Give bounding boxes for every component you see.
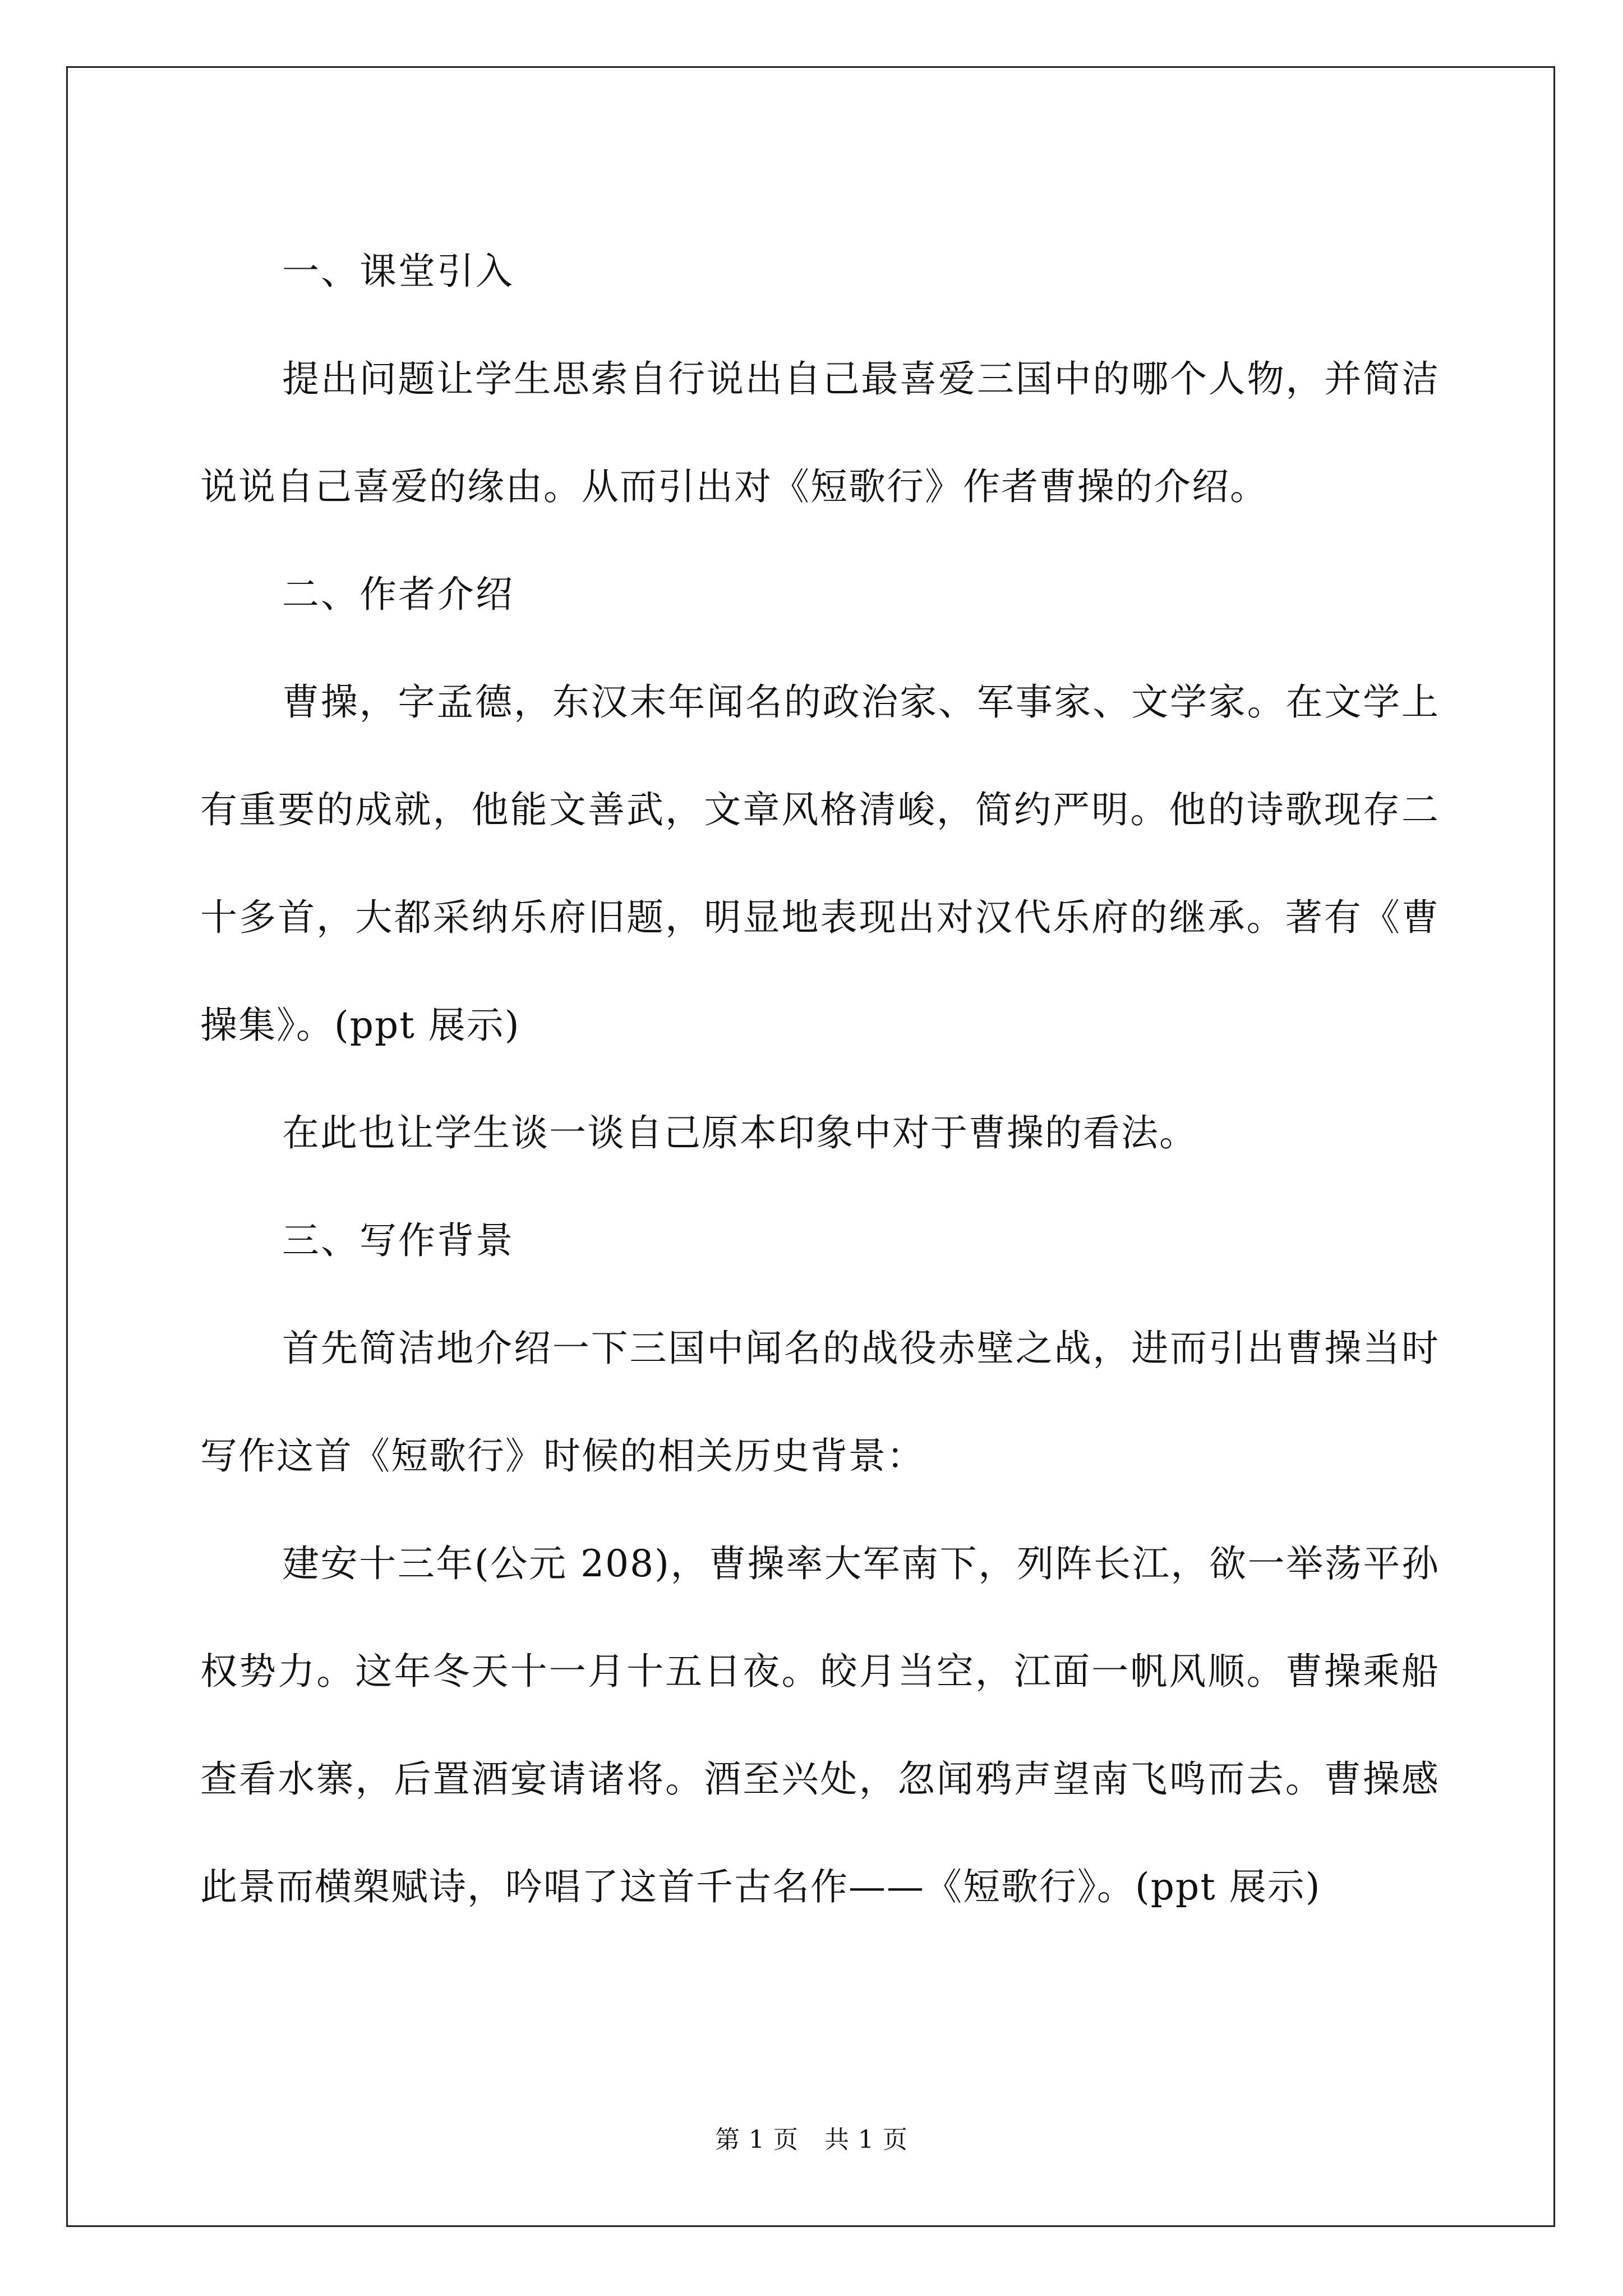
page-total: 共 1 页 bbox=[824, 2125, 908, 2154]
section-heading-background: 三、写作背景 bbox=[282, 1219, 514, 1262]
paragraph-battle-intro: 首先简洁地介绍一下三国中闻名的战役赤壁之战，进而引出曹操当时写作这首《短歌行》时候的相关历史背景： bbox=[200, 1327, 1440, 1478]
paragraph-student-discussion: 在此也让学生谈一谈自己原本印象中对于曹操的看法。 bbox=[282, 1111, 1197, 1154]
paragraph-historical-background: 建安十三年(公元 208)，曹操率大军南下，列阵长江，欲一举荡平孙权势力。这年冬天十一月十五日夜。皎月当空，江面一帆风顺。曹操乘船查看水寨，后置酒宴请诸将。酒至兴处，忽闻鸦声望南飞鸣而去。曹操感此景而横槊赋诗，吟唱了这首千古名作——《短歌行》。(ppt 展示) bbox=[200, 1542, 1440, 1908]
page-footer bbox=[0, 2123, 1623, 2157]
document-body bbox=[200, 218, 1440, 1941]
page-number: 第 1 页 bbox=[715, 2125, 799, 2154]
section-heading-intro: 一、课堂引入 bbox=[282, 250, 514, 293]
section-heading-author: 二、作者介绍 bbox=[282, 573, 514, 616]
paragraph-author-bio: 曹操，字孟德，东汉末年闻名的政治家、军事家、文学家。在文学上有重要的成就，他能文善武，文章风格清峻，简约严明。他的诗歌现存二十多首，大都采纳乐府旧题，明显地表现出对汉代乐府的继承。著有《曹操集》。(ppt 展示) bbox=[200, 680, 1440, 1047]
paragraph-intro-question: 提出问题让学生思索自行说出自己最喜爱三国中的哪个人物，并简洁说说自己喜爱的缘由。从而引出对《短歌行》作者曹操的介绍。 bbox=[200, 357, 1440, 508]
